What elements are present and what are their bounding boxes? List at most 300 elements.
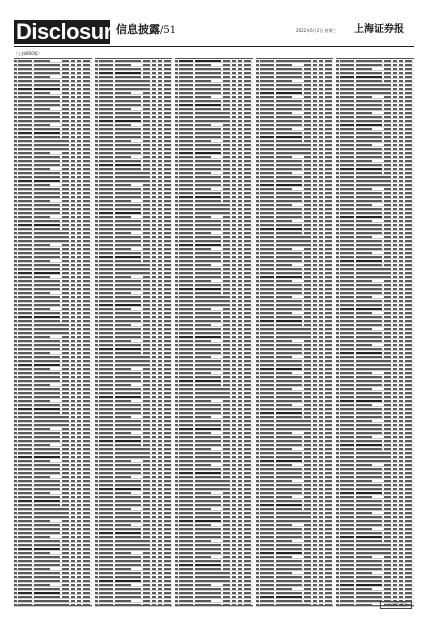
table-cell: [158, 212, 162, 214]
table-cell: [83, 188, 90, 190]
table-cell: [238, 588, 242, 590]
table-cell: [405, 136, 412, 138]
table-cell: [71, 484, 75, 486]
table-cell: [14, 468, 17, 470]
table-cell: [405, 76, 412, 78]
table-cell: [313, 188, 317, 190]
table-cell: [356, 164, 382, 166]
table-cell: [95, 364, 98, 366]
table-cell: [195, 364, 221, 366]
table-cell: [336, 224, 339, 226]
table-cell: [115, 492, 131, 494]
table-cell: [175, 412, 178, 414]
table-cell: [304, 256, 311, 258]
table-cell: [14, 168, 17, 170]
table-cell: [62, 420, 69, 422]
table-cell: [77, 380, 81, 382]
table-cell: [83, 540, 90, 542]
table-cell: [244, 204, 251, 206]
table-cell: [256, 500, 259, 502]
table-cell: [143, 444, 150, 446]
table-cell: [399, 152, 403, 154]
table-cell: [18, 128, 32, 130]
table-cell: [256, 600, 259, 602]
table-cell: [158, 492, 162, 494]
table-cell: [83, 76, 90, 78]
table-cell: [195, 280, 211, 282]
table-cell: [115, 524, 131, 526]
table-cell: [34, 168, 50, 170]
table-cell: [260, 512, 274, 514]
table-column: [256, 58, 334, 606]
table-cell: [164, 564, 171, 566]
table-cell: [232, 112, 236, 114]
table-cell: [260, 308, 274, 310]
table-cell: [34, 116, 60, 118]
table-cell: [71, 220, 75, 222]
table-cell: [356, 120, 382, 122]
table-cell: [14, 200, 17, 202]
table-cell: [319, 312, 323, 314]
table-cell: [158, 132, 162, 134]
table-cell: [399, 176, 403, 178]
table-cell: [95, 560, 98, 562]
table-cell: [99, 384, 113, 386]
table-cell: [260, 136, 274, 138]
table-cell: [143, 264, 150, 266]
table-cell: [34, 444, 50, 446]
table-cell: [158, 600, 162, 602]
table-cell: [238, 72, 242, 74]
table-cell: [304, 576, 311, 578]
table-cell: [336, 176, 339, 178]
table-cell: [34, 436, 60, 438]
table-cell: [175, 356, 178, 358]
table-cell: [83, 200, 90, 202]
table-cell: [304, 140, 311, 142]
table-cell: [232, 416, 236, 418]
table-cell: [319, 392, 323, 394]
table-cell: [95, 140, 98, 142]
table-cell: [223, 300, 230, 302]
table-cell: [164, 328, 171, 330]
table-cell: [356, 220, 372, 222]
table-cell: [18, 328, 32, 330]
table-cell: [313, 552, 317, 554]
table-cell: [158, 204, 162, 206]
table-cell: [384, 124, 391, 126]
table-cell: [223, 196, 230, 198]
table-cell: [18, 492, 32, 494]
table-cell: [158, 384, 162, 386]
table-cell: [83, 336, 90, 338]
table-cell: [304, 276, 311, 278]
table-cell: [319, 328, 323, 330]
table-cell: [14, 412, 17, 414]
table-cell: [158, 164, 162, 166]
table-cell: [115, 228, 141, 230]
table-cell: [276, 496, 292, 498]
table-cell: [152, 172, 156, 174]
table-cell: [319, 340, 323, 342]
table-cell: [232, 152, 236, 154]
table-cell: [115, 416, 131, 418]
table-cell: [260, 192, 274, 194]
table-cell: [34, 460, 50, 462]
table-cell: [313, 336, 317, 338]
table-cell: [83, 320, 90, 322]
table-cell: [356, 252, 372, 254]
table-cell: [95, 528, 98, 530]
table-cell: [195, 164, 221, 166]
table-cell: [62, 360, 69, 362]
table-cell: [223, 92, 230, 94]
table-cell: [71, 196, 75, 198]
table-cell: [256, 304, 259, 306]
table-cell: [340, 248, 354, 250]
table-cell: [276, 200, 302, 202]
table-cell: [393, 128, 397, 130]
table-cell: [34, 192, 60, 194]
table-cell: [83, 244, 90, 246]
table-cell: [319, 76, 323, 78]
table-cell: [260, 148, 274, 150]
table-cell: [143, 580, 150, 582]
table-cell: [325, 468, 332, 470]
table-cell: [83, 324, 90, 326]
table-cell: [62, 544, 69, 546]
table-cell: [158, 184, 162, 186]
table-cell: [179, 592, 193, 594]
table-cell: [244, 548, 251, 550]
table-cell: [356, 232, 382, 234]
table-cell: [260, 244, 274, 246]
table-cell: [304, 572, 311, 574]
table-cell: [313, 104, 317, 106]
table-cell: [405, 208, 412, 210]
table-cell: [340, 252, 354, 254]
table-cell: [276, 156, 292, 158]
table-cell: [62, 488, 69, 490]
table-cell: [152, 192, 156, 194]
table-cell: [115, 236, 141, 238]
table-cell: [164, 432, 171, 434]
table-cell: [179, 176, 193, 178]
table-cell: [77, 464, 81, 466]
table-cell: [143, 476, 150, 478]
table-cell: [356, 292, 382, 294]
table-cell: [62, 524, 69, 526]
table-cell: [62, 348, 69, 350]
table-cell: [175, 84, 178, 86]
table-cell: [313, 544, 317, 546]
table-cell: [152, 104, 156, 106]
table-cell: [71, 144, 75, 146]
table-cell: [99, 444, 113, 446]
table-cell: [195, 340, 211, 342]
table-cell: [399, 96, 403, 98]
table-cell: [152, 64, 156, 66]
table-cell: [319, 484, 323, 486]
table-cell: [71, 436, 75, 438]
table-cell: [304, 416, 311, 418]
table-cell: [115, 604, 141, 606]
table-cell: [356, 64, 382, 66]
table-cell: [14, 464, 17, 466]
table-cell: [34, 332, 62, 334]
table-cell: [232, 476, 236, 478]
table-cell: [325, 580, 332, 582]
table-cell: [152, 364, 156, 366]
table-cell: [152, 84, 156, 86]
table-cell: [175, 108, 178, 110]
table-cell: [232, 192, 236, 194]
table-cell: [152, 156, 156, 158]
table-cell: [18, 568, 32, 570]
table-cell: [95, 132, 98, 134]
table-cell: [244, 84, 251, 86]
table-cell: [18, 528, 32, 530]
table-cell: [405, 324, 412, 326]
table-cell: [244, 144, 251, 146]
table-cell: [99, 584, 113, 586]
table-cell: [34, 248, 60, 250]
table-cell: [405, 248, 412, 250]
table-cell: [304, 380, 311, 382]
table-cell: [238, 252, 242, 254]
table-cell: [325, 492, 332, 494]
table-cell: [14, 504, 17, 506]
table-cell: [143, 544, 150, 546]
table-cell: [18, 604, 32, 606]
table-cell: [95, 144, 98, 146]
table-cell: [164, 524, 171, 526]
table-cell: [325, 124, 332, 126]
table-cell: [152, 260, 156, 262]
table-cell: [115, 116, 141, 118]
table-cell: [319, 416, 323, 418]
table-cell: [158, 276, 162, 278]
table-cell: [244, 408, 251, 410]
table-cell: [18, 364, 32, 366]
table-cell: [164, 140, 171, 142]
table-cell: [95, 496, 98, 498]
table-cell: [313, 576, 317, 578]
table-cell: [238, 548, 242, 550]
table-cell: [143, 560, 150, 562]
table-cell: [152, 304, 156, 306]
table-cell: [34, 188, 60, 190]
table-cell: [152, 604, 156, 606]
table-cell: [313, 80, 317, 82]
paper-name: 上海证券报: [354, 24, 404, 35]
table-cell: [276, 188, 292, 190]
table-cell: [325, 164, 332, 166]
table-cell: [62, 200, 69, 202]
table-cell: [393, 308, 397, 310]
table-cell: [152, 388, 156, 390]
table-cell: [256, 456, 259, 458]
table-cell: [83, 152, 90, 154]
table-cell: [77, 132, 81, 134]
table-cell: [34, 568, 50, 570]
table-cell: [399, 84, 403, 86]
table-cell: [158, 404, 162, 406]
table-cell: [232, 492, 236, 494]
table-cell: [195, 276, 221, 278]
table-cell: [238, 216, 242, 218]
table-cell: [14, 592, 17, 594]
table-cell: [244, 112, 251, 114]
table-cell: [304, 364, 311, 366]
table-cell: [83, 504, 90, 506]
table-cell: [164, 456, 171, 458]
table-cell: [319, 204, 323, 206]
table-cell: [179, 256, 193, 258]
table-cell: [276, 224, 302, 226]
table-cell: [195, 352, 221, 354]
table-cell: [405, 152, 412, 154]
table-cell: [34, 376, 60, 378]
table-cell: [304, 236, 311, 238]
table-cell: [143, 496, 150, 498]
table-cell: [260, 320, 274, 322]
table-cell: [83, 124, 90, 126]
table-cell: [152, 188, 156, 190]
table-cell: [34, 228, 60, 230]
table-cell: [244, 592, 251, 594]
table-cell: [99, 408, 113, 410]
table-cell: [99, 264, 113, 266]
table-cell: [164, 436, 171, 438]
table-cell: [18, 348, 32, 350]
table-cell: [77, 592, 81, 594]
table-cell: [34, 452, 60, 454]
table-cell: [238, 476, 242, 478]
table-cell: [319, 528, 323, 530]
table-cell: [83, 148, 90, 150]
table-cell: [256, 244, 259, 246]
table-cell: [244, 552, 251, 554]
table-cell: [175, 280, 178, 282]
table-cell: [14, 376, 17, 378]
table-cell: [356, 196, 382, 198]
table-cell: [405, 256, 412, 258]
table-cell: [179, 428, 193, 430]
table-cell: [83, 296, 90, 298]
table-cell: [232, 80, 236, 82]
table-cell: [158, 344, 162, 346]
table-cell: [152, 548, 156, 550]
table-cell: [340, 312, 354, 314]
table-cell: [18, 112, 32, 114]
table-cell: [304, 564, 311, 566]
table-cell: [244, 308, 251, 310]
table-cell: [115, 600, 131, 602]
table-cell: [143, 168, 150, 170]
table-cell: [384, 180, 391, 182]
table-cell: [336, 324, 339, 326]
table-cell: [238, 324, 242, 326]
table-cell: [152, 348, 156, 350]
table-cell: [384, 196, 391, 198]
table-cell: [99, 164, 113, 166]
table-cell: [325, 216, 332, 218]
table-cell: [336, 308, 339, 310]
table-cell: [276, 408, 302, 410]
table-cell: [95, 492, 98, 494]
table-cell: [260, 112, 274, 114]
table-cell: [313, 220, 317, 222]
table-cell: [238, 68, 242, 70]
table-cell: [18, 560, 32, 562]
table-cell: [384, 60, 391, 62]
table-cell: [143, 272, 150, 274]
table-cell: [143, 164, 150, 166]
table-cell: [77, 508, 81, 510]
table-cell: [399, 192, 403, 194]
table-cell: [340, 284, 354, 286]
table-cell: [14, 388, 17, 390]
table-cell: [244, 580, 251, 582]
table-cell: [260, 352, 274, 354]
table-cell: [164, 188, 171, 190]
table-cell: [325, 392, 332, 394]
table-cell: [276, 544, 302, 546]
table-cell: [405, 332, 412, 334]
table-cell: [195, 112, 223, 114]
table-cell: [158, 484, 162, 486]
table-cell: [195, 108, 221, 110]
table-cell: [244, 312, 251, 314]
table-cell: [244, 568, 251, 570]
table-cell: [195, 332, 221, 334]
table-cell: [14, 448, 17, 450]
table-cell: [232, 504, 236, 506]
table-cell: [319, 248, 323, 250]
table-cell: [195, 448, 211, 450]
table-cell: [158, 552, 162, 554]
table-cell: [399, 208, 403, 210]
table-cell: [223, 600, 230, 602]
table-cell: [164, 412, 171, 414]
table-cell: [77, 344, 81, 346]
table-cell: [34, 84, 60, 86]
table-cell: [83, 220, 90, 222]
table-cell: [232, 408, 236, 410]
table-cell: [313, 192, 317, 194]
table-cell: [223, 528, 230, 530]
table-cell: [175, 528, 178, 530]
table-cell: [152, 220, 156, 222]
table-cell: [276, 588, 292, 590]
table-cell: [313, 424, 317, 426]
table-cell: [158, 272, 162, 274]
table-cell: [18, 68, 32, 70]
table-cell: [313, 328, 317, 330]
table-cell: [304, 584, 311, 586]
table-cell: [158, 448, 162, 450]
table-cell: [179, 368, 193, 370]
table-cell: [313, 564, 317, 566]
table-cell: [83, 440, 90, 442]
table-cell: [62, 240, 69, 242]
table-cell: [232, 368, 236, 370]
table-cell: [195, 152, 221, 154]
table-cell: [95, 292, 98, 294]
table-cell: [276, 216, 302, 218]
table-cell: [99, 184, 113, 186]
